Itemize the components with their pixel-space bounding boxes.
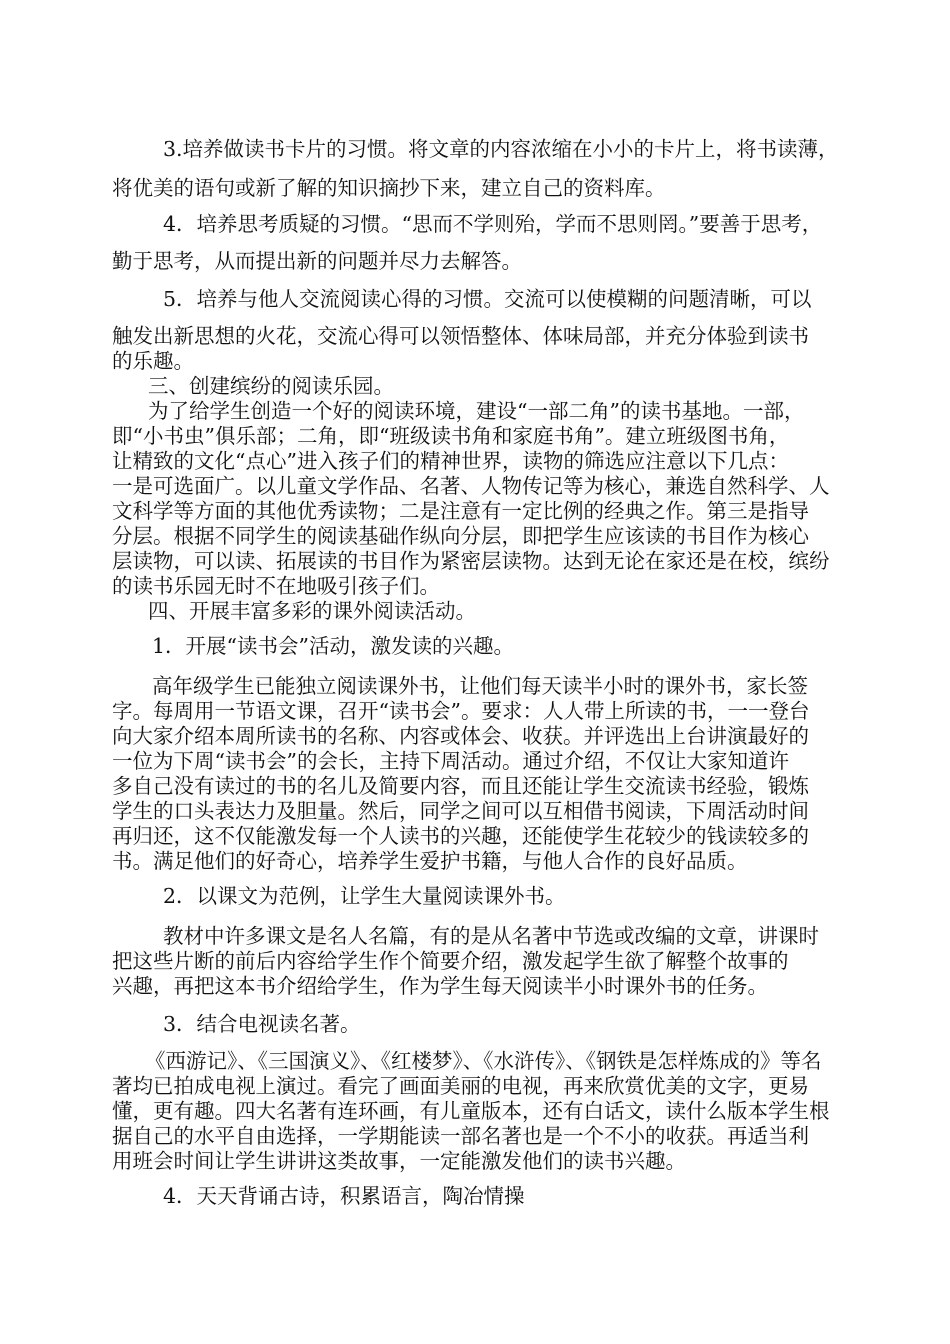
text-line: 字。每周用一节语文课，召开“读书会”。要求：人人带上所读的书，一一登台 bbox=[112, 699, 810, 723]
subsection-heading: 3．结合电视读名著。 bbox=[163, 1012, 361, 1036]
text-line: 高年级学生已能独立阅读课外书，让他们每天读半小时的课外书，家长签 bbox=[152, 674, 808, 698]
text-line: 书。满足他们的好奇心，培养学生爱护书籍，与他人合作的良好品质。 bbox=[112, 849, 748, 873]
text-line: 学生的口头表达力及胆量。然后，同学之间可以互相借书阅读，下周活动时间 bbox=[112, 799, 809, 823]
section-heading: 三、创建缤纷的阅读乐园。 bbox=[148, 374, 394, 398]
text-line: 勤于思考，从而提出新的问题并尽力去解答。 bbox=[112, 249, 522, 273]
text-line: 把这些片断的前后内容给学生作个简要介绍，激发起学生欲了解整个故事的 bbox=[112, 949, 789, 973]
text-line: 层读物，可以读、拓展读的书目作为紧密层读物。达到无论在家还是在校，缤纷 bbox=[112, 549, 830, 573]
text-line: 用班会时间让学生讲讲这类故事，一定能激发他们的读书兴趣。 bbox=[112, 1149, 686, 1173]
text-line: 多自己没有读过的书的名儿及简要内容，而且还能让学生交流读书经验，锻炼 bbox=[112, 774, 809, 798]
text-line: 3.培养做读书卡片的习惯。将文章的内容浓缩在小小的卡片上，将书读薄， bbox=[163, 137, 839, 161]
text-line: 著均已拍成电视上演过。看完了画面美丽的电视，再来欣赏优美的文字，更易 bbox=[112, 1074, 809, 1098]
text-line: 据自己的水平自由选择，一学期能读一部名著也是一个不小的收获。再适当利 bbox=[112, 1124, 809, 1148]
text-line: 懂，更有趣。四大名著有连环画，有儿童版本，还有白话文，读什么版本学生根 bbox=[112, 1099, 830, 1123]
text-line: 的乐趣。 bbox=[112, 349, 194, 373]
text-line: 将优美的语句或新了解的知识摘抄下来，建立自己的资料库。 bbox=[112, 176, 666, 200]
text-line: 5．培养与他人交流阅读心得的习惯。交流可以使模糊的问题清晰，可以 bbox=[163, 287, 812, 311]
text-line: 为了给学生创造一个好的阅读环境，建设“一部二角”的读书基地。一部， bbox=[148, 399, 805, 423]
subsection-heading: 4．天天背诵古诗，积累语言，陶冶情操 bbox=[163, 1184, 525, 1208]
text-line: 的读书乐园无时不在地吸引孩子们。 bbox=[112, 574, 440, 598]
text-line: 兴趣，再把这本书介绍给学生，作为学生每天阅读半小时课外书的任务。 bbox=[112, 974, 768, 998]
text-line: 教材中许多课文是名人名篇，有的是从名著中节选或改编的文章，讲课时 bbox=[163, 924, 819, 948]
text-line: 向大家介绍本周所读书的名称、内容或体会、收获。并评选出上台讲演最好的 bbox=[112, 724, 809, 748]
text-line: 一位为下周“读书会”的会长，主持下周活动。通过介绍，不仅让大家知道许 bbox=[112, 749, 789, 773]
text-line: 《西游记》、《三国演义》、《红楼梦》、《水浒传》、《钢铁是怎样炼成的》等名 bbox=[145, 1049, 822, 1073]
subsection-heading: 2．以课文为范例，让学生大量阅读课外书。 bbox=[163, 884, 566, 908]
subsection-heading: 1．开展“读书会”活动，激发读的兴趣。 bbox=[152, 634, 515, 658]
text-line: 4．培养思考质疑的习惯。“思而不学则殆，学而不思则罔。”要善于思考， bbox=[163, 212, 823, 236]
text-line: 分层。根据不同学生的阅读基础作纵向分层，即把学生应该读的书目作为核心 bbox=[112, 524, 809, 548]
text-line: 文科学等方面的其他优秀读物；二是注意有一定比例的经典之作。第三是指导 bbox=[112, 499, 809, 523]
text-line: 即“小书虫”俱乐部；二角，即“班级读书角和家庭书角”。建立班级图书角， bbox=[112, 424, 790, 448]
section-heading: 四、开展丰富多彩的课外阅读活动。 bbox=[148, 599, 476, 623]
text-line: 再归还，这不仅能激发每一个人读书的兴趣，还能使学生花较少的钱读较多的 bbox=[112, 824, 809, 848]
text-line: 让精致的文化“点心”进入孩子们的精神世界，读物的筛选应注意以下几点： bbox=[112, 449, 789, 473]
text-line: 触发出新思想的火花，交流心得可以领悟整体、体味局部，并充分体验到读书 bbox=[112, 324, 809, 348]
text-line: 一是可选面广。以儿童文学作品、名著、人物传记等为核心，兼选自然科学、人 bbox=[112, 474, 830, 498]
